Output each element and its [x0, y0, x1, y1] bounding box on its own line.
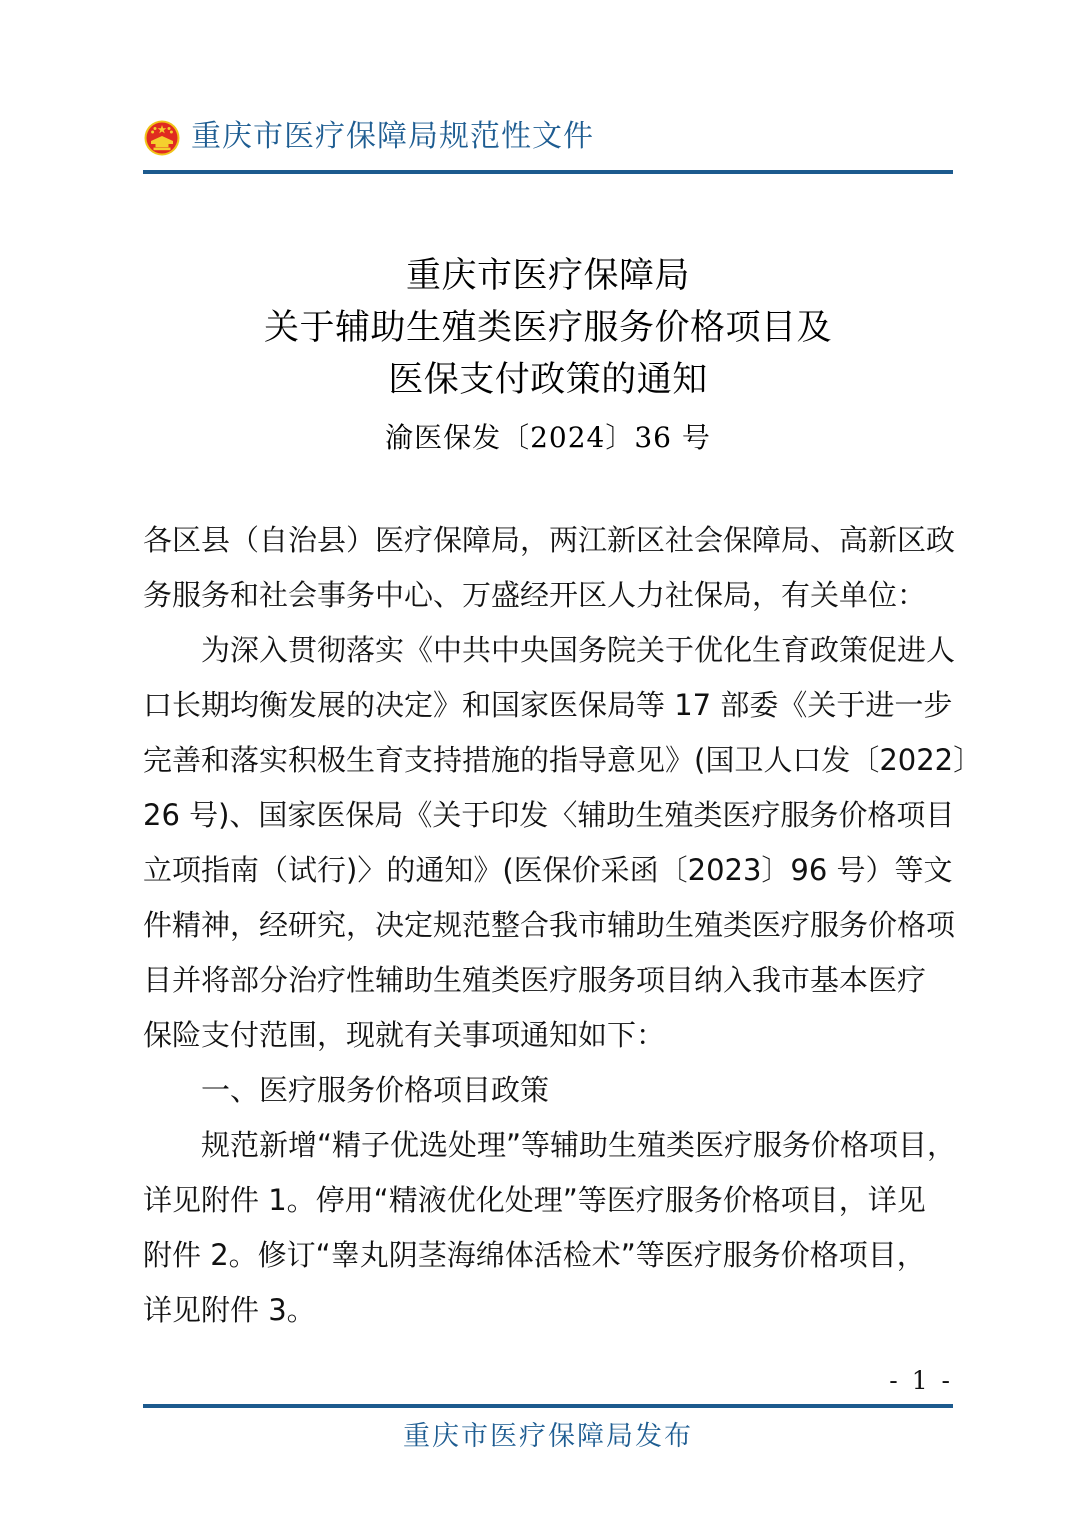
footer-publisher: 重庆市医疗保障局发布	[403, 1421, 693, 1452]
body-line: 详见附件 3。	[143, 1293, 316, 1327]
header-divider-rule	[143, 170, 953, 174]
title-block	[143, 250, 953, 458]
body-line: 保险支付范围，现就有关事项通知如下：	[143, 1018, 666, 1052]
page-number: - 1 -	[889, 1366, 953, 1395]
body-line: 26 号)、国家医保局《关于印发〈辅助生殖类医疗服务价格项目	[143, 798, 955, 832]
body-line: 务服务和社会事务中心、万盛经开区人力社保局，有关单位：	[143, 578, 927, 612]
body-line: 完善和落实积极生育支持措施的指导意见》(国卫人口发〔2022〕	[143, 743, 983, 777]
body-line: 口长期均衡发展的决定》和国家医保局等 17 部委《关于进一步	[143, 688, 953, 722]
body-line: 件精神，经研究，决定规范整合我市辅助生殖类医疗服务价格项	[143, 908, 956, 942]
body-line: 目并将部分治疗性辅助生殖类医疗服务项目纳入我市基本医疗	[143, 963, 927, 997]
body-line: 各区县（自治县）医疗保障局，两江新区社会保障局、高新区政	[143, 523, 956, 557]
body-line: 详见附件 1。停用“精液优化处理”等医疗服务价格项目，详见	[143, 1183, 926, 1217]
title-line-2: 关于辅助生殖类医疗服务价格项目及	[263, 308, 832, 348]
document-body	[143, 513, 983, 1338]
body-line: 立项指南（试行)〉的通知》(医保价采函〔2023〕96 号）等文	[143, 853, 953, 887]
body-line: 规范新增“精子优选处理”等辅助生殖类医疗服务价格项目，	[201, 1128, 957, 1162]
national-emblem-icon	[143, 119, 181, 157]
footer-divider-rule	[143, 1404, 953, 1408]
body-line: 为深入贯彻落实《中共中央国务院关于优化生育政策促进人	[201, 633, 956, 667]
section-heading-one: 一、医疗服务价格项目政策	[201, 1073, 550, 1107]
title-line-1: 重庆市医疗保障局	[405, 256, 690, 296]
document-number: 渝医保发〔2024〕36 号	[385, 421, 711, 454]
header-title: 重庆市医疗保障局规范性文件	[191, 119, 594, 154]
document-header	[143, 106, 953, 168]
title-line-3: 医保支付政策的通知	[388, 360, 708, 400]
body-line: 附件 2。修订“睾丸阴茎海绵体活检术”等医疗服务价格项目，	[143, 1238, 926, 1272]
